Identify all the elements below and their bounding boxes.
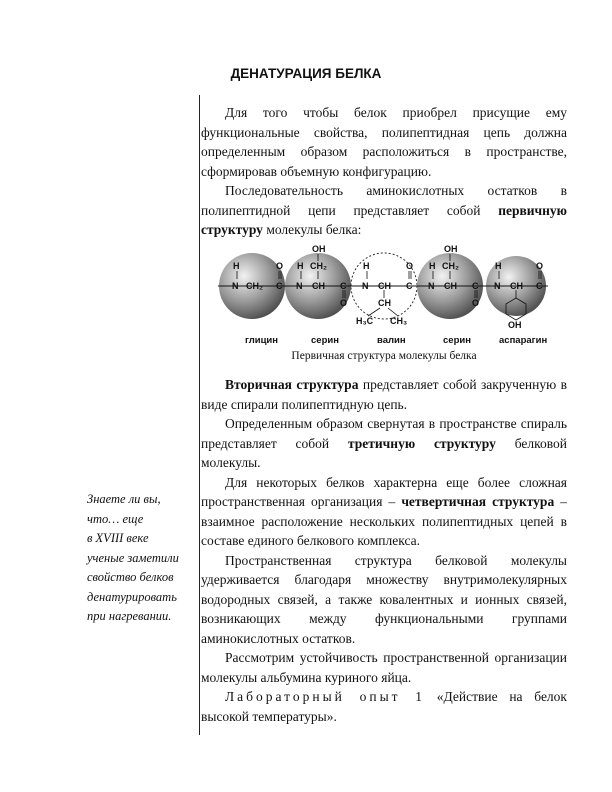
side-note-line: что… еще xyxy=(87,511,144,526)
side-note-line: при нагревании. xyxy=(87,609,172,623)
lab-experiment-label: Лабораторный опыт 1 xyxy=(225,689,426,704)
paragraph-quaternary-structure: Для некоторых белков характерна еще более сложная пространственная организация – четвертичная структура – взаимное расположение нескольких полипептидных цепей в составе единого белкового комплекса. xyxy=(201,474,567,548)
backbone-n: N xyxy=(362,281,369,291)
atom-h: H xyxy=(495,261,502,271)
backbone-n: N xyxy=(296,281,303,291)
text-column-top xyxy=(201,103,567,240)
residue-label: глицин xyxy=(245,335,279,346)
term-primary-structure: первичную структуру xyxy=(201,202,567,237)
valine-side-ch: CH xyxy=(378,298,391,308)
atom-h: H xyxy=(429,261,436,271)
valine-side-ch3: CH₃ xyxy=(390,316,408,326)
backbone-ch: CH xyxy=(378,281,391,291)
term-secondary-structure: Вторичная структура xyxy=(225,377,359,392)
side-note-line: в XVIII веке xyxy=(87,531,149,545)
atom-o: O xyxy=(472,298,480,308)
side-note-line: ученые заметили xyxy=(87,550,179,565)
page-title: ДЕНАТУРАЦИЯ БЕЛКА xyxy=(230,66,382,81)
valine-side-h3c: H₃C xyxy=(356,316,374,326)
serine-side-ch2: CH₂ xyxy=(310,261,327,271)
backbone-ch: CH xyxy=(510,281,523,291)
backbone-ch2: CH₂ xyxy=(246,281,263,291)
backbone-n: N xyxy=(494,281,501,291)
paragraph-lab-experiment: Лабораторный опыт 1 «Действие на белок высокой температуры». xyxy=(201,689,567,724)
atom-h: H xyxy=(363,261,370,271)
residue-label: серин xyxy=(311,335,339,346)
backbone-ch: CH xyxy=(312,281,325,291)
side-note-line: денатурировать xyxy=(87,589,177,604)
text-column-bottom xyxy=(201,375,567,726)
margin-rule xyxy=(199,95,200,735)
residue-label: валин xyxy=(377,335,406,346)
term-tertiary-structure: третичную структуру xyxy=(347,435,496,451)
atom-h: H xyxy=(297,261,304,271)
term-quaternary-structure: четвертичная структура xyxy=(401,494,555,509)
backbone-ch: CH xyxy=(444,281,457,291)
asparagine-side-oh: OH xyxy=(508,320,522,330)
residue-labels xyxy=(201,335,567,349)
serine-side-oh-2: OH xyxy=(444,244,458,254)
paragraph-primary-structure: Последовательность аминокислотных остатков в полипептидной цепи представляет собой первичную структуру молекулы белка: xyxy=(201,183,567,237)
backbone-n: N xyxy=(428,281,435,291)
side-note xyxy=(87,490,199,627)
backbone-n: N xyxy=(232,281,239,291)
atom-o: O xyxy=(276,261,284,271)
atom-o: O xyxy=(536,261,544,271)
paragraph-secondary-structure: Вторичная структура представляет собой закрученную в виде спирали полипептидную цепь. xyxy=(201,377,567,412)
backbone-c: C xyxy=(536,281,543,291)
serine-side-ch2-2: CH₂ xyxy=(442,261,459,271)
serine-side-oh: OH xyxy=(312,244,326,254)
backbone-c: C xyxy=(472,281,479,291)
paragraph-intro: Для того чтобы белок приобрел присущие ему функциональные свойства, полипептидная цепь должна определенным образом расположиться в пространстве, сформировав объемную конфигурацию. xyxy=(201,105,567,179)
atom-o: O xyxy=(340,298,348,308)
atom-o: O xyxy=(406,261,414,271)
backbone-c: C xyxy=(276,281,283,291)
figure-caption: Первичная структура молекулы белка xyxy=(291,350,477,362)
paragraph-albumin: Рассмотрим устойчивость пространственной организации молекулы альбумина куриного яйца. xyxy=(201,650,567,685)
paragraph-tertiary-structure: Определенным образом свернутая в пространстве спираль представляет собой третичную структуру белковой молекулы. xyxy=(201,416,568,470)
backbone-c: C xyxy=(340,281,347,291)
paragraph-bonds: Пространственная структура белковой молекулы удерживается благодаря множеству внутримолекулярных водородных связей, а также ковалентных и ионных связей, возникающих между функциональными группами аминокислотных остатков. xyxy=(201,552,567,646)
atom-h: H xyxy=(233,261,240,271)
residue-label: серин xyxy=(443,335,471,346)
backbone-c: C xyxy=(406,281,413,291)
primary-structure-figure xyxy=(218,240,548,348)
side-note-line: свойство белков xyxy=(87,570,174,584)
residue-label: аспарагин xyxy=(499,335,548,346)
side-note-line: Знаете ли вы, xyxy=(87,492,161,506)
